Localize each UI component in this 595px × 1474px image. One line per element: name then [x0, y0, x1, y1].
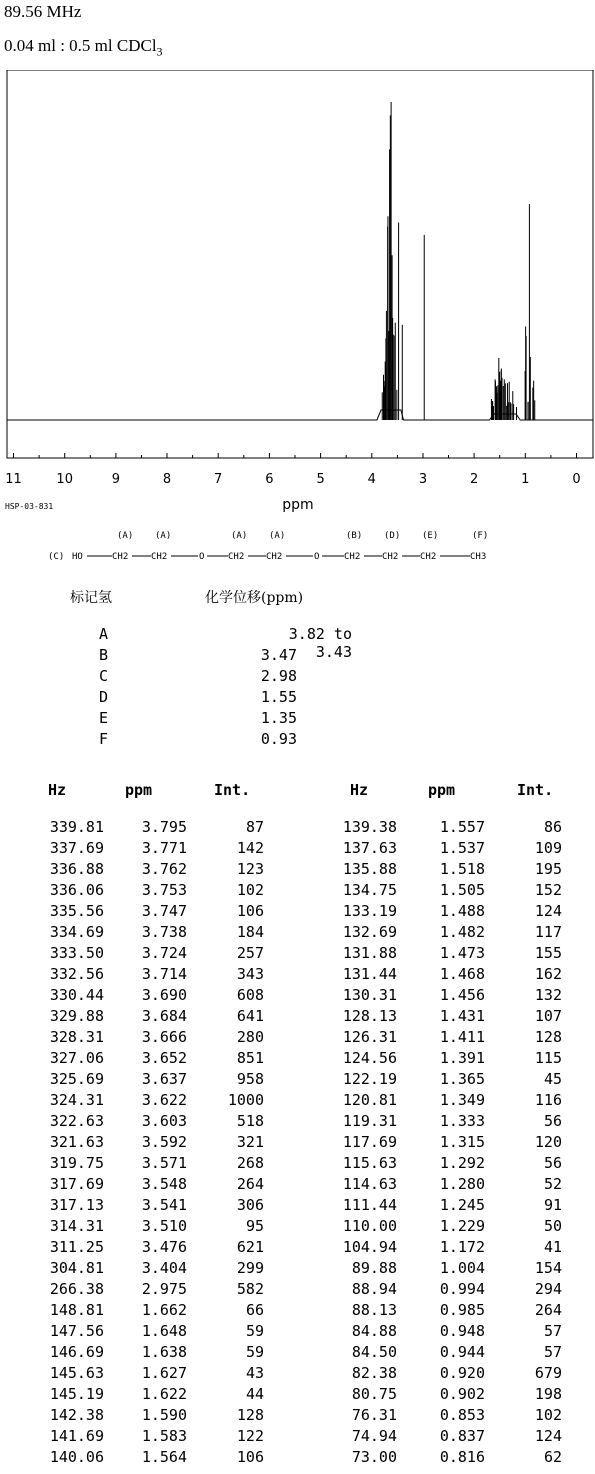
peak-int: 155 [534, 944, 562, 962]
peak-hz: 124.56 [342, 1049, 397, 1067]
peak-int: 45 [543, 1070, 562, 1088]
peak-int: 62 [543, 1448, 562, 1466]
assign-label: A [99, 625, 109, 643]
peak-ppm: 3.603 [141, 1112, 187, 1130]
x-tick-label-8: 8 [162, 472, 172, 487]
peak-int: 184 [236, 923, 264, 941]
peak-int: 621 [236, 1238, 264, 1256]
peak-ppm: 0.994 [439, 1280, 485, 1298]
struct-label-7: (E) [422, 531, 439, 541]
struct-label-4: (A) [269, 531, 286, 541]
group-ch3: CH3 [470, 552, 487, 562]
peak-hz: 314.31 [49, 1217, 104, 1235]
peak-ppm: 3.622 [141, 1091, 187, 1109]
molecule-structure [48, 530, 518, 568]
peak-hz: 111.44 [342, 1196, 397, 1214]
peak-int: 268 [236, 1154, 264, 1172]
group-ch2-6: CH2 [382, 552, 399, 562]
peak-int: 641 [236, 1007, 264, 1025]
peak-int: 57 [543, 1343, 562, 1361]
peak-int: 198 [534, 1385, 562, 1403]
peak-hz: 317.13 [49, 1196, 104, 1214]
peak-int: 321 [236, 1133, 264, 1151]
peak-int: 343 [236, 965, 264, 983]
peak-ppm: 0.920 [439, 1364, 485, 1382]
peak-int: 128 [236, 1406, 264, 1424]
peak-ppm: 0.944 [439, 1343, 485, 1361]
peak-ppm: 3.548 [141, 1175, 187, 1193]
peak-hz: 131.44 [342, 965, 397, 983]
peak-ppm: 3.592 [141, 1133, 187, 1151]
peak-ppm: 1.583 [141, 1427, 187, 1445]
peak-ppm: 1.391 [439, 1049, 485, 1067]
peak-hz: 328.31 [49, 1028, 104, 1046]
peak-hz: 135.88 [342, 860, 397, 878]
assign-shift: 1.55 [260, 688, 297, 706]
peak-int: 132 [534, 986, 562, 1004]
peak-ppm: 0.902 [439, 1385, 485, 1403]
group-ch2-1: CH2 [112, 552, 129, 562]
peak-hz: 311.25 [49, 1238, 104, 1256]
peak-hz: 128.13 [342, 1007, 397, 1025]
struct-label-6: (D) [384, 531, 401, 541]
peak-hz: 329.88 [49, 1007, 104, 1025]
assign-label: D [99, 688, 109, 706]
peak-int: 608 [236, 986, 264, 1004]
peak-int: 52 [543, 1175, 562, 1193]
x-tick-label-2: 2 [469, 472, 479, 487]
right-col-int-header: Int. [517, 781, 554, 799]
peak-ppm: 1.333 [439, 1112, 485, 1130]
peak-hz: 337.69 [49, 839, 104, 857]
peak-int: 109 [534, 839, 562, 857]
x-tick-label-6: 6 [265, 472, 274, 487]
peak-ppm: 1.456 [439, 986, 485, 1004]
peak-int: 122 [236, 1427, 264, 1445]
peak-ppm: 1.662 [141, 1301, 187, 1319]
peak-ppm: 3.476 [141, 1238, 187, 1256]
right-col-ppm-header: ppm [428, 781, 456, 799]
peak-hz: 82.38 [351, 1364, 397, 1382]
peak-ppm: 1.468 [439, 965, 485, 983]
peak-ppm: 1.648 [141, 1322, 187, 1340]
peak-hz: 115.63 [342, 1154, 397, 1172]
peak-hz: 132.69 [342, 923, 397, 941]
struct-label-2: (A) [155, 531, 172, 541]
peak-ppm: 0.948 [439, 1322, 485, 1340]
peak-int: 56 [543, 1112, 562, 1130]
peak-hz: 336.88 [49, 860, 104, 878]
peak-ppm: 3.510 [141, 1217, 187, 1235]
peak-int: 87 [245, 818, 264, 836]
peak-ppm: 1.518 [439, 860, 485, 878]
struct-label-1: (A) [117, 531, 134, 541]
peak-int: 107 [534, 1007, 562, 1025]
right-col-hz-header: Hz [350, 781, 369, 799]
peak-int: 257 [236, 944, 264, 962]
peak-int: 41 [543, 1238, 562, 1256]
peak-hz: 88.94 [351, 1280, 397, 1298]
peak-hz: 333.50 [49, 944, 104, 962]
peak-int: 59 [245, 1343, 264, 1361]
peak-ppm: 3.637 [141, 1070, 187, 1088]
assign-label: B [99, 646, 109, 664]
peak-int: 43 [245, 1364, 264, 1382]
peak-hz: 110.00 [342, 1217, 397, 1235]
peak-ppm: 3.571 [141, 1154, 187, 1172]
frequency-label: 89.56 MHz [4, 2, 82, 21]
peak-ppm: 1.292 [439, 1154, 485, 1172]
peak-hz: 104.94 [342, 1238, 397, 1256]
peak-ppm: 3.724 [141, 944, 187, 962]
peak-hz: 131.88 [342, 944, 397, 962]
assign-shift: 1.35 [260, 709, 297, 727]
peak-ppm: 3.652 [141, 1049, 187, 1067]
peak-int: 280 [236, 1028, 264, 1046]
peak-ppm: 3.714 [141, 965, 187, 983]
peak-ppm: 1.488 [439, 902, 485, 920]
peak-int: 195 [534, 860, 562, 878]
group-ch2-3: CH2 [228, 552, 245, 562]
peak-hz: 148.81 [49, 1301, 104, 1319]
group-o-1: O [199, 552, 205, 562]
assign-label: F [99, 730, 109, 748]
peak-int: 294 [534, 1280, 562, 1298]
x-tick-label-7: 7 [214, 472, 223, 487]
peak-ppm: 3.690 [141, 986, 187, 1004]
peak-ppm: 1.280 [439, 1175, 485, 1193]
peak-hz: 122.19 [342, 1070, 397, 1088]
peak-ppm: 1.229 [439, 1217, 485, 1235]
peak-int: 95 [245, 1217, 264, 1235]
peak-int: 56 [543, 1154, 562, 1172]
peak-ppm: 1.315 [439, 1133, 485, 1151]
peaks-layer [382, 102, 534, 420]
assign-shift: 3.47 [260, 646, 297, 664]
peak-int: 106 [236, 902, 264, 920]
peak-int: 124 [534, 1427, 562, 1445]
peak-ppm: 1.411 [439, 1028, 485, 1046]
peak-int: 264 [236, 1175, 264, 1193]
peak-ppm: 3.795 [141, 818, 187, 836]
peak-int: 582 [236, 1280, 264, 1298]
peak-int: 59 [245, 1322, 264, 1340]
peak-hz: 145.19 [49, 1385, 104, 1403]
peak-hz: 119.31 [342, 1112, 397, 1130]
peak-hz: 147.56 [49, 1322, 104, 1340]
peak-ppm: 3.541 [141, 1196, 187, 1214]
x-tick-label-11: 11 [5, 472, 22, 487]
peak-int: 120 [534, 1133, 562, 1151]
peak-hz: 114.63 [342, 1175, 397, 1193]
group-ho: HO [72, 552, 83, 562]
peak-int: 851 [236, 1049, 264, 1067]
peak-ppm: 3.762 [141, 860, 187, 878]
peak-ppm: 0.985 [439, 1301, 485, 1319]
peak-ppm: 3.747 [141, 902, 187, 920]
peak-ppm: 1.564 [141, 1448, 187, 1466]
peak-int: 154 [534, 1259, 562, 1277]
left-col-int-header: Int. [214, 781, 251, 799]
peak-int: 958 [236, 1070, 264, 1088]
assign-col-shift-header: 化学位移(ppm) [205, 590, 304, 606]
peak-int: 152 [534, 881, 562, 899]
peak-hz: 117.69 [342, 1133, 397, 1151]
peak-hz: 317.69 [49, 1175, 104, 1193]
peak-hz: 134.75 [342, 881, 397, 899]
peak-hz: 304.81 [49, 1259, 104, 1277]
peak-hz: 324.31 [49, 1091, 104, 1109]
peak-ppm: 1.482 [439, 923, 485, 941]
x-tick-label-3: 3 [418, 472, 428, 487]
peak-ppm: 1.638 [141, 1343, 187, 1361]
peak-int: 115 [534, 1049, 562, 1067]
peak-ppm: 3.771 [141, 839, 187, 857]
peak-int: 102 [534, 1406, 562, 1424]
peak-ppm: 1.557 [439, 818, 485, 836]
peak-ppm: 3.753 [141, 881, 187, 899]
peak-ppm: 1.349 [439, 1091, 485, 1109]
peak-int: 117 [534, 923, 562, 941]
group-ch2-4: CH2 [266, 552, 283, 562]
solvent-subscript: 3 [156, 44, 163, 59]
peak-int: 306 [236, 1196, 264, 1214]
peak-hz: 334.69 [49, 923, 104, 941]
peak-hz: 319.75 [49, 1154, 104, 1172]
peak-hz: 142.38 [49, 1406, 104, 1424]
peak-hz: 321.63 [49, 1133, 104, 1151]
x-tick-label-4: 4 [367, 472, 376, 487]
peak-hz: 137.63 [342, 839, 397, 857]
peak-ppm: 1.004 [439, 1259, 485, 1277]
peak-ppm: 3.666 [141, 1028, 187, 1046]
peak-ppm: 1.172 [439, 1238, 485, 1256]
x-tick-label-1: 1 [521, 472, 530, 487]
peak-ppm: 0.853 [439, 1406, 485, 1424]
group-ch2-2: CH2 [151, 552, 168, 562]
peak-int: 106 [236, 1448, 264, 1466]
peak-hz: 133.19 [342, 902, 397, 920]
peak-hz: 139.38 [342, 818, 397, 836]
peak-int: 91 [543, 1196, 562, 1214]
peak-hz: 80.75 [351, 1385, 397, 1403]
peak-int: 128 [534, 1028, 562, 1046]
peak-ppm: 1.245 [439, 1196, 485, 1214]
peak-hz: 332.56 [49, 965, 104, 983]
peak-ppm: 1.590 [141, 1406, 187, 1424]
left-col-ppm-header: ppm [125, 781, 153, 799]
group-ch2-5: CH2 [344, 552, 361, 562]
peak-int: 66 [245, 1301, 264, 1319]
assign-label: C [99, 667, 109, 685]
peak-int: 116 [534, 1091, 562, 1109]
peak-int: 123 [236, 860, 264, 878]
struct-c-label: (C) [48, 552, 65, 562]
peak-int: 57 [543, 1322, 562, 1340]
peak-ppm: 3.404 [141, 1259, 187, 1277]
peak-hz: 266.38 [49, 1280, 104, 1298]
peak-hz: 84.50 [351, 1343, 397, 1361]
peak-int: 124 [534, 902, 562, 920]
peak-hz: 76.31 [351, 1406, 397, 1424]
peak-hz: 336.06 [49, 881, 104, 899]
peak-hz: 141.69 [49, 1427, 104, 1445]
assign-shift: 0.93 [260, 730, 297, 748]
solvent-label [4, 36, 163, 59]
peak-hz: 335.56 [49, 902, 104, 920]
peak-ppm: 0.816 [439, 1448, 485, 1466]
peak-int: 679 [534, 1364, 562, 1382]
peak-int: 102 [236, 881, 264, 899]
struct-label-5: (B) [346, 531, 363, 541]
peak-int: 44 [245, 1385, 264, 1403]
peak-int: 264 [534, 1301, 562, 1319]
struct-label-8: (F) [472, 531, 489, 541]
peak-hz: 339.81 [49, 818, 104, 836]
nmr-spectrum-chart [0, 70, 595, 520]
peak-int: 299 [236, 1259, 264, 1277]
peak-int: 518 [236, 1112, 264, 1130]
peak-ppm: 1.537 [439, 839, 485, 857]
peak-hz: 146.69 [49, 1343, 104, 1361]
peak-hz: 322.63 [49, 1112, 104, 1130]
left-col-hz-header: Hz [48, 781, 67, 799]
peak-hz: 140.06 [49, 1448, 104, 1466]
x-tick-label-9: 9 [111, 472, 121, 487]
peak-hz: 120.81 [342, 1091, 397, 1109]
peak-hz: 84.88 [351, 1322, 397, 1340]
peak-ppm: 1.431 [439, 1007, 485, 1025]
assign-shift: 3.82 to 3.43 [288, 625, 352, 661]
peak-ppm: 1.365 [439, 1070, 485, 1088]
peak-hz: 330.44 [49, 986, 104, 1004]
assign-shift: 2.98 [260, 667, 297, 685]
struct-label-3: (A) [231, 531, 248, 541]
peak-hz: 74.94 [351, 1427, 397, 1445]
peak-ppm: 1.622 [141, 1385, 187, 1403]
peak-hz: 325.69 [49, 1070, 104, 1088]
peak-int: 1000 [227, 1091, 264, 1109]
peak-ppm: 1.627 [141, 1364, 187, 1382]
peak-hz: 73.00 [351, 1448, 397, 1466]
peak-ppm: 1.505 [439, 881, 485, 899]
peak-int: 162 [534, 965, 562, 983]
peak-ppm: 1.473 [439, 944, 485, 962]
x-tick-label-10: 10 [56, 472, 73, 487]
peak-hz: 145.63 [49, 1364, 104, 1382]
peak-hz: 88.13 [351, 1301, 397, 1319]
peak-ppm: 0.837 [439, 1427, 485, 1445]
peak-ppm: 3.684 [141, 1007, 187, 1025]
solvent-main: 0.04 ml : 0.5 ml CDCl [4, 36, 157, 55]
peak-ppm: 3.738 [141, 923, 187, 941]
peak-ppm: 2.975 [141, 1280, 187, 1298]
structure-svg [48, 530, 518, 568]
peak-int: 50 [543, 1217, 562, 1235]
group-o-2: O [314, 552, 320, 562]
group-ch2-7: CH2 [420, 552, 437, 562]
x-axis-label: ppm [282, 497, 314, 513]
peak-hz: 89.88 [351, 1259, 397, 1277]
peak-hz: 130.31 [342, 986, 397, 1004]
x-tick-label-5: 5 [316, 472, 325, 487]
peak-hz: 327.06 [49, 1049, 104, 1067]
peak-int: 86 [543, 818, 562, 836]
assign-col-label-header: 标记氢 [70, 590, 112, 606]
peak-hz: 126.31 [342, 1028, 397, 1046]
spectrum-code: HSP-03-831 [5, 502, 54, 511]
peak-int: 142 [236, 839, 264, 857]
assign-label: E [99, 709, 109, 727]
x-tick-label-0: 0 [572, 472, 581, 487]
